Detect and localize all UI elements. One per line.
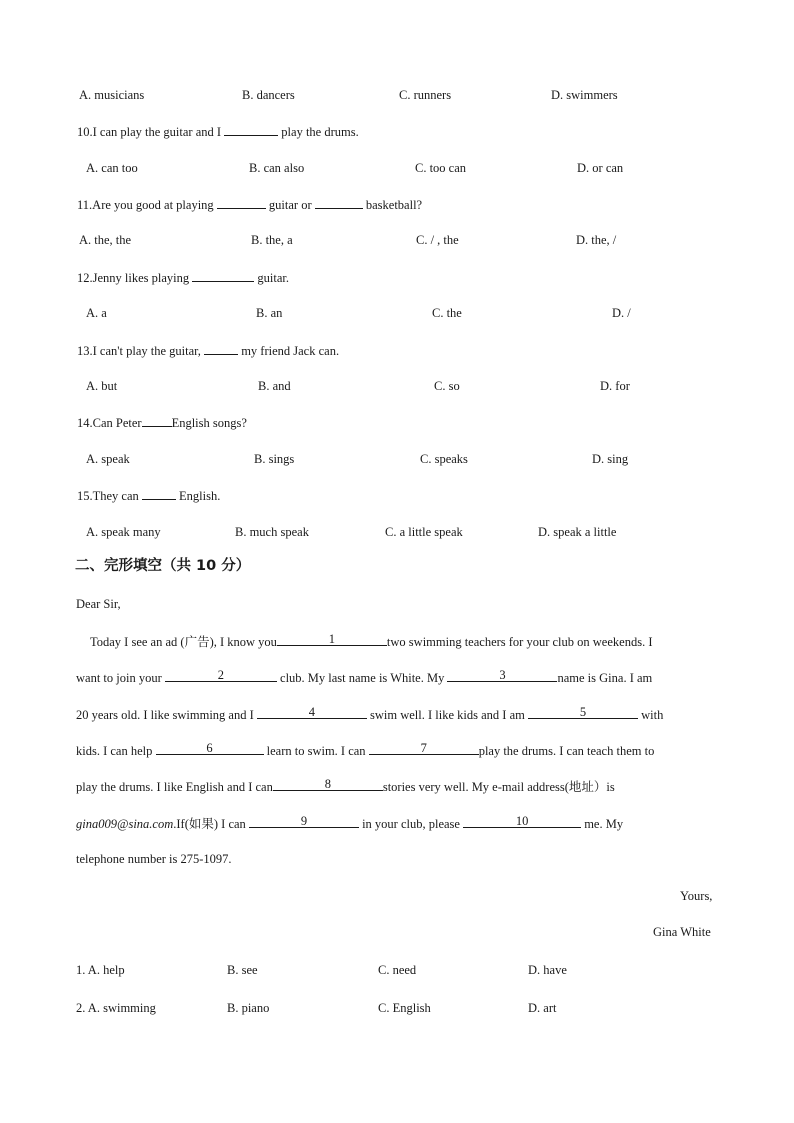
cloze-blank <box>257 706 367 719</box>
question-text: guitar. <box>257 271 289 285</box>
option: B. and <box>258 379 291 393</box>
question-12 <box>77 269 289 286</box>
question-10 <box>77 123 359 140</box>
cloze-blank <box>277 633 387 646</box>
question-text: 12.Jenny likes playing <box>77 271 190 285</box>
option: B. dancers <box>242 88 295 102</box>
option: D. or can <box>577 161 624 175</box>
letter-closing: Yours, <box>680 889 713 903</box>
letter-line: telephone number is 275-1097. <box>76 852 232 866</box>
letter-text: learn to swim. I can <box>266 744 366 758</box>
question-text: my friend Jack can. <box>241 344 340 358</box>
option: D. speak a little <box>538 525 617 539</box>
option: C. need <box>378 963 417 977</box>
blank-number: 3 <box>499 668 506 682</box>
option: C. / , the <box>416 233 459 247</box>
option: D. sing <box>592 452 629 466</box>
question-15 <box>77 487 220 504</box>
letter-text: in your club, please <box>362 817 460 831</box>
question-text: English songs? <box>171 416 247 430</box>
letter-text: me. My <box>584 817 624 831</box>
option: B. the, a <box>251 233 293 247</box>
question-text: guitar or <box>268 198 312 212</box>
blank-number: 2 <box>217 668 225 682</box>
question-text: 11.Are you good at playing <box>77 198 214 212</box>
answer-blank <box>217 196 266 209</box>
question-11 <box>77 196 422 213</box>
question-text: 13.I can't play the guitar, <box>77 344 201 358</box>
letter-text: two swimming teachers for your club on weekends. I <box>386 635 653 649</box>
letter-line <box>90 633 652 650</box>
cloze-blank <box>156 742 264 755</box>
cloze-blank <box>528 706 638 719</box>
answer-blank <box>142 414 172 427</box>
option: C. the <box>432 306 462 320</box>
letter-line <box>76 815 623 832</box>
option: C. so <box>434 379 460 393</box>
cloze-blank <box>447 669 557 682</box>
option: D. have <box>528 963 567 977</box>
option: C. a little speak <box>385 525 463 539</box>
letter-text: swim well. I like kids and I am <box>370 708 525 722</box>
question-13 <box>77 342 339 359</box>
letter-text: 20 years old. I like swimming and I <box>76 708 254 722</box>
blank-number: 6 <box>206 741 213 755</box>
letter-text: club. My last name is White. My <box>280 671 445 685</box>
option: A. musicians <box>79 88 145 102</box>
cloze-blank <box>249 815 359 828</box>
answer-blank <box>224 123 278 136</box>
option: C. runners <box>399 88 452 102</box>
answer-blank <box>204 342 238 355</box>
question-text: basketball? <box>365 198 423 212</box>
option: A. a <box>86 306 107 320</box>
letter-text: stories very well. My e-mail address(地址）is <box>382 780 615 794</box>
question-text: English. <box>179 489 221 503</box>
letter-line <box>76 706 663 723</box>
blank-number: 8 <box>324 777 331 791</box>
option: D. / <box>612 306 631 320</box>
option: B. much speak <box>235 525 309 539</box>
answer-blank <box>142 487 176 500</box>
option: D. swimmers <box>551 88 618 102</box>
letter-text: with <box>641 708 664 722</box>
option: B. sings <box>254 452 295 466</box>
letter-text: play the drums. I like English and I can <box>76 780 273 794</box>
letter-text: name is Gina. I am <box>557 671 653 685</box>
option: D. art <box>528 1001 557 1015</box>
option: A. speak <box>86 452 130 466</box>
letter-line <box>76 778 615 795</box>
blank-number: 7 <box>420 741 427 755</box>
option: C. speaks <box>420 452 468 466</box>
option: A. speak many <box>86 525 161 539</box>
answer-blank <box>315 196 363 209</box>
blank-number: 4 <box>308 705 315 719</box>
option: B. see <box>227 963 258 977</box>
option: A. but <box>86 379 118 393</box>
letter-line <box>76 742 654 759</box>
option: B. piano <box>227 1001 270 1015</box>
option: D. the, / <box>576 233 617 247</box>
question-text: play the drums. <box>281 125 359 139</box>
option: C. too can <box>415 161 467 175</box>
letter-line <box>76 669 652 686</box>
blank-number: 9 <box>300 814 308 828</box>
section-heading: 二、完形填空（共 10 分） <box>75 558 251 574</box>
letter-text: .If(如果) I can <box>173 817 246 831</box>
option: B. an <box>256 306 283 320</box>
blank-number: 1 <box>328 632 336 646</box>
email-address: gina009@sina.com <box>76 817 174 831</box>
cloze-blank <box>463 815 581 828</box>
question-text: 10.I can play the guitar and I <box>77 125 222 139</box>
cloze-blank <box>165 669 277 682</box>
blank-number: 10 <box>515 814 529 828</box>
question-14 <box>77 414 247 431</box>
option: B. can also <box>249 161 305 175</box>
option: A. can too <box>86 161 138 175</box>
letter-salutation: Dear Sir, <box>76 597 121 611</box>
blank-number: 5 <box>579 705 587 719</box>
question-text: 14.Can Peter <box>77 416 142 430</box>
letter-text: Today I see an ad (广告), I know you <box>90 635 277 649</box>
letter-text: kids. I can help <box>76 744 153 758</box>
letter-text: want to join your <box>76 671 162 685</box>
option: A. the, the <box>79 233 132 247</box>
option: 2. A. swimming <box>76 1001 156 1015</box>
answer-blank <box>192 269 254 282</box>
option: 1. A. help <box>76 963 125 977</box>
letter-signature: Gina White <box>653 925 711 939</box>
question-text: 15.They can <box>77 489 139 503</box>
letter-text: play the drums. I can teach them to <box>478 744 655 758</box>
option: C. English <box>378 1001 431 1015</box>
option: D. for <box>600 379 630 393</box>
cloze-blank <box>273 778 383 791</box>
cloze-blank <box>369 742 479 755</box>
